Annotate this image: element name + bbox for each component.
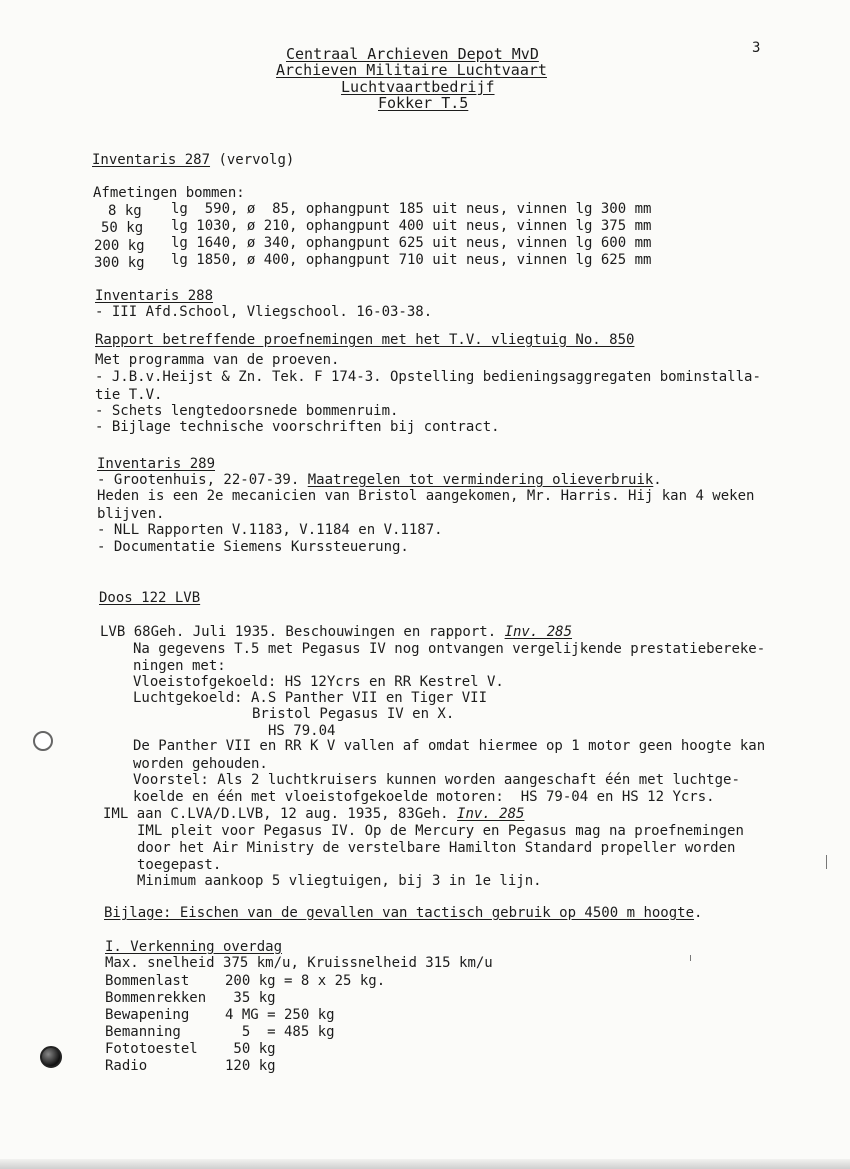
requirement-value: 35 kg — [225, 990, 276, 1006]
inv287-subtitle: Afmetingen bommen: — [93, 185, 245, 201]
doos-line: Luchtgekoeld: A.S Panther VII en Tiger VII — [133, 690, 488, 706]
speed-label: Max. snelheid — [105, 955, 215, 971]
scan-bottom-edge — [0, 1159, 850, 1169]
header-line-1: Centraal Archieven Depot MvD — [286, 45, 539, 63]
lvb-line — [100, 624, 572, 641]
header-line-2: Archieven Militaire Luchtvaart — [276, 61, 547, 79]
inv-285-reference: Inv. 285 — [457, 806, 525, 822]
inv-285-reference: Inv. 285 — [504, 624, 573, 640]
doos-line: koelde en één met vloeistofgekoelde motoren: HS 79-04 en HS 12 Ycrs. — [133, 789, 715, 805]
iml-line-text: IML aan C.LVA/D.LVB, 12 aug. 1935, 83Geh. — [103, 806, 458, 822]
doos-line: De Panther VII en RR K V vallen af omdat hiermee op 1 motor geen hoogte kan — [133, 738, 766, 754]
doos-line: Voorstel: Als 2 luchtkruisers kunnen worden aangeschaft één met luchtge- — [133, 772, 740, 788]
olieverbruik-title: Maatregelen tot vermindering olieverbruik — [307, 472, 654, 488]
inv287-title: Inventaris 287 — [92, 152, 211, 168]
bomb-row-weight: 8 kg — [108, 203, 142, 219]
bomb-row-weight: 200 kg — [94, 238, 145, 254]
bomb-row-spec: lg 1030, ø 210, ophangpunt 400 uit neus, vinnen lg 375 mm — [171, 218, 652, 234]
bomb-row-spec: lg 590, ø 85, ophangpunt 185 uit neus, vinnen lg 300 mm — [171, 201, 652, 217]
iml-detail-line: IML pleit voor Pegasus IV. Op de Mercury en Pegasus mag na proefnemingen — [137, 823, 744, 839]
bomb-row-weight: 300 kg — [94, 255, 145, 271]
inv287-heading — [92, 152, 294, 169]
page-number: 3 — [752, 40, 761, 56]
inv288-title: Inventaris 288 — [95, 288, 214, 304]
iml-detail-line: Minimum aankoop 5 vliegtuigen, bij 3 in 1e lijn. — [137, 873, 542, 889]
punch-hole — [33, 731, 53, 751]
iml-detail-line: door het Air Ministry de verstelbare Hamilton Standard propeller worden — [137, 840, 736, 856]
section-title: I. Verkenning overdag — [105, 939, 283, 955]
header-line-4: Fokker T.5 — [378, 94, 469, 112]
bomb-row-spec: lg 1850, ø 400, ophangpunt 710 uit neus, vinnen lg 625 mm — [171, 252, 652, 268]
requirement-label: Bewapening — [105, 1007, 190, 1023]
inv288-line: - III Afd.School, Vliegschool. 16-03-38. — [95, 304, 433, 320]
bijlage-title: Bijlage: Eischen van de gevallen van tactisch gebruik op 4500 m hoogte — [104, 905, 695, 921]
requirement-label: Bommenlast — [105, 973, 190, 989]
inv289-line: blijven. — [97, 506, 165, 522]
bijlage-heading — [104, 905, 702, 922]
bomb-row-spec: lg 1640, ø 340, ophangpunt 625 uit neus, vinnen lg 600 mm — [171, 235, 652, 251]
rapport-line: - Bijlage technische voorschriften bij contract. — [95, 419, 500, 435]
scan-speck — [826, 855, 827, 869]
requirement-label: Bemanning — [105, 1024, 181, 1040]
doos-line: HS 79.04 — [268, 723, 336, 739]
bomb-row-weight: 50 kg — [101, 220, 144, 236]
inv289-line: Heden is een 2e mecanicien van Bristol aangekomen, Mr. Harris. Hij kan 4 weken — [97, 488, 755, 504]
inv287-suffix: (vervolg) — [210, 152, 295, 168]
speed-line — [105, 955, 493, 972]
punch-hole-shadow — [40, 1046, 62, 1068]
header-line-3: Luchtvaartbedrijf — [341, 78, 495, 96]
iml-line — [103, 806, 524, 823]
requirement-label: Radio — [105, 1058, 148, 1074]
requirement-value: 50 kg — [225, 1041, 276, 1057]
doos-title: Doos 122 LVB — [99, 590, 201, 606]
inv289-line1-suffix: . — [653, 472, 662, 488]
inv289-line: - Documentatie Siemens Kurssteuerung. — [97, 539, 409, 555]
doos-line: worden gehouden. — [133, 756, 268, 772]
inv289-line — [97, 472, 662, 489]
requirement-label: Bommenrekken — [105, 990, 207, 1006]
requirement-value: 4 MG = 250 kg — [225, 1007, 335, 1023]
doos-line: Bristol Pegasus IV en X. — [252, 706, 455, 722]
lvb-line-text: LVB 68Geh. Juli 1935. Beschouwingen en rapport. — [100, 624, 505, 640]
rapport-line: tie T.V. — [95, 387, 163, 403]
iml-detail-line: toegepast. — [137, 857, 222, 873]
requirement-value: 5 = 485 kg — [225, 1024, 335, 1040]
doos-line: Vloeistofgekoeld: HS 12Ycrs en RR Kestrel V. — [133, 674, 504, 690]
speed-value: 375 km/u, Kruissnelheid 315 km/u — [223, 955, 493, 971]
scan-speck — [690, 955, 691, 961]
inv289-line1-prefix: - Grootenhuis, 22-07-39. — [97, 472, 308, 488]
rapport-line: - Schets lengtedoorsnede bommenruim. — [95, 403, 399, 419]
rapport-line: - J.B.v.Heijst & Zn. Tek. F 174-3. Opstelling bedieningsaggregaten bominstalla- — [95, 369, 761, 385]
inv289-line: - NLL Rapporten V.1183, V.1184 en V.1187. — [97, 522, 443, 538]
requirement-value: 120 kg — [225, 1058, 276, 1074]
doos-line: Na gegevens T.5 met Pegasus IV nog ontvangen vergelijkende prestatiebereke- — [133, 641, 766, 657]
requirement-label: Fototoestel — [105, 1041, 198, 1057]
rapport-title: Rapport betreffende proefnemingen met het T.V. vliegtuig No. 850 — [95, 332, 635, 348]
doos-line: ningen met: — [133, 658, 226, 674]
inv289-title: Inventaris 289 — [97, 456, 216, 472]
rapport-line: Met programma van de proeven. — [95, 352, 340, 368]
bijlage-title-suffix: . — [694, 905, 703, 921]
requirement-value: 200 kg = 8 x 25 kg. — [225, 973, 386, 989]
